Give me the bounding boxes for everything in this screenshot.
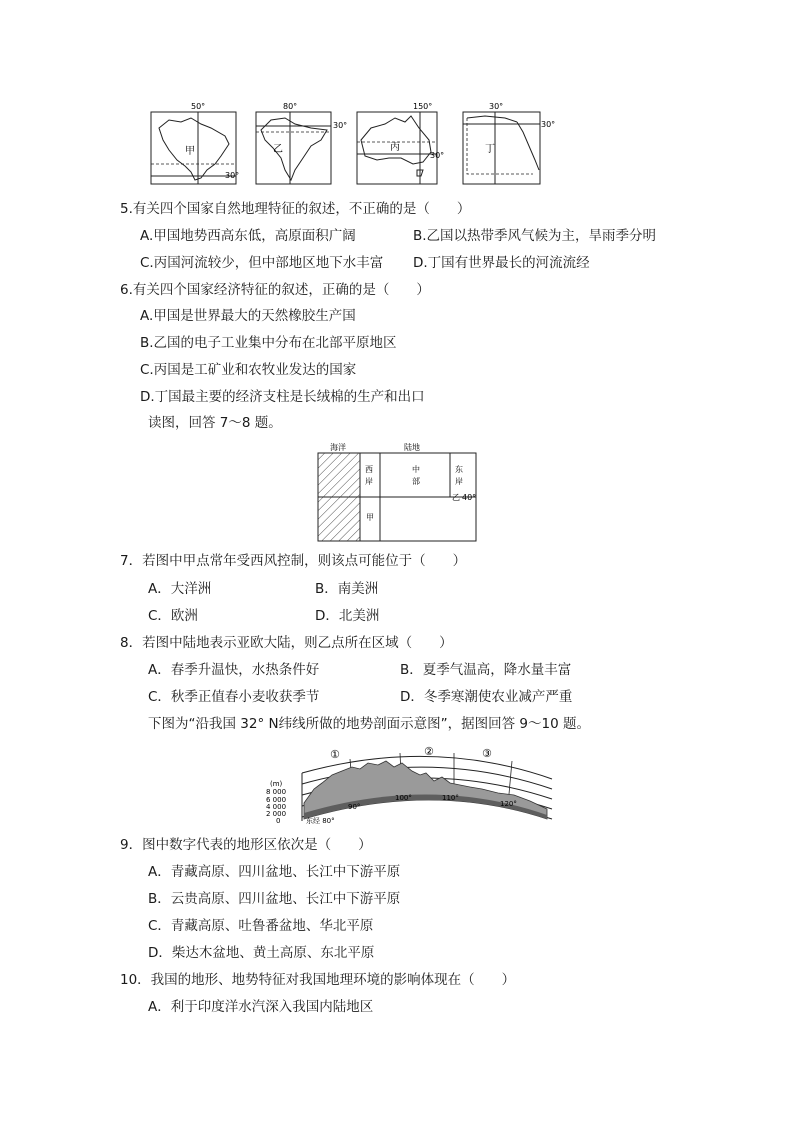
q9-option-c[interactable]: C．青藏高原、吐鲁番盆地、华北平原 — [148, 918, 374, 934]
q8-option-b[interactable]: B．夏季气温高，降水量丰富 — [400, 662, 572, 678]
q6-option-b[interactable]: B.乙国的电子工业集中分布在北部平原地区 — [140, 335, 397, 351]
label-jia: 甲 — [366, 513, 374, 522]
q5-stem: 5.有关四个国家自然地理特征的叙述，不正确的是（ ） — [120, 201, 471, 217]
map-ding-top: 30° — [489, 102, 504, 111]
q9-option-d[interactable]: D．柴达木盆地、黄土高原、东北平原 — [148, 945, 375, 961]
label-40: 40° — [462, 493, 477, 502]
map-bing — [357, 102, 444, 184]
label-mid-2: 部 — [412, 477, 420, 486]
q8-option-c[interactable]: C．秋季正值春小麦收获季节 — [148, 689, 320, 705]
map-jia-side: 30° — [225, 171, 240, 180]
q7-option-a[interactable]: A．大洋洲 — [148, 581, 212, 597]
map-yi-label: 乙 — [273, 144, 283, 155]
label-ocean: 海洋 — [330, 443, 346, 452]
q8-option-d[interactable]: D．冬季寒潮使农业减产严重 — [400, 689, 573, 705]
lon-100: 100° — [395, 794, 412, 802]
q9-option-b[interactable]: B．云贵高原、四川盆地、长江中下游平原 — [148, 891, 401, 907]
q8-option-a[interactable]: A．春季升温快，水热条件好 — [148, 662, 320, 678]
q10-option-a[interactable]: A．利于印度洋水汽深入我国内陆地区 — [148, 999, 374, 1015]
q10-stem: 10．我国的地形、地势特征对我国地理环境的影响体现在（ ） — [120, 972, 516, 988]
label-land: 陆地 — [404, 443, 420, 452]
map-ding — [463, 102, 555, 184]
map-yi — [256, 102, 347, 184]
q7-stem: 7．若图中甲点常年受西风控制，则该点可能位于（ ） — [120, 553, 467, 569]
q9-option-a[interactable]: A．青藏高原、四川盆地、长江中下游平原 — [148, 864, 401, 880]
country-maps — [145, 100, 565, 190]
q7-option-d[interactable]: D．北美洲 — [315, 608, 380, 624]
label-mid-1: 中 — [412, 465, 420, 474]
lon-120: 120° — [500, 800, 517, 808]
q8-stem: 8．若图中陆地表示亚欧大陆，则乙点所在区域（ ） — [120, 635, 453, 651]
label-east-1: 东 — [455, 465, 463, 474]
lon-80: 东经 80° — [306, 817, 335, 825]
q5-option-a[interactable]: A.甲国地势西高东低，高原面积广阔 — [140, 228, 356, 244]
map-jia-top: 50° — [191, 102, 206, 111]
q6-option-c[interactable]: C.丙国是工矿业和农牧业发达的国家 — [140, 362, 357, 378]
axis-0: 0 — [276, 817, 281, 825]
map-bing-label: 丙 — [390, 142, 400, 153]
axis-2000: 2 000 — [266, 810, 287, 818]
marker-3: ③ — [482, 747, 492, 760]
ocean-land-diagram — [312, 440, 487, 544]
axis-8000: 8 000 — [266, 788, 287, 796]
axis-6000: 6 000 — [266, 796, 287, 804]
lon-110: 110° — [442, 794, 459, 802]
q6-option-d[interactable]: D.丁国最主要的经济支柱是长绒棉的生产和出口 — [140, 389, 425, 405]
q5-option-c[interactable]: C.丙国河流较少，但中部地区地下水丰富 — [140, 255, 384, 271]
q6-stem: 6.有关四个国家经济特征的叙述，正确的是（ ） — [120, 282, 430, 298]
map-bing-top: 150° — [413, 102, 433, 111]
marker-1: ① — [330, 748, 340, 761]
lon-90: 90° — [348, 803, 361, 811]
q9-stem: 9．图中数字代表的地形区依次是（ ） — [120, 837, 372, 853]
label-yi: 乙 — [452, 493, 460, 502]
map-jia — [151, 102, 239, 184]
terrain-profile — [262, 743, 557, 825]
q6-option-a[interactable]: A.甲国是世界最大的天然橡胶生产国 — [140, 308, 356, 324]
q5-option-d[interactable]: D.丁国有世界最长的河流流经 — [413, 255, 590, 271]
q7-option-b[interactable]: B．南美洲 — [315, 581, 379, 597]
axis-unit: (m) — [270, 780, 283, 788]
map-ding-side: 30° — [541, 120, 556, 129]
axis-4000: 4 000 — [266, 803, 287, 811]
q5-option-b[interactable]: B.乙国以热带季风气候为主，旱雨季分明 — [413, 228, 657, 244]
map-yi-side: 30° — [333, 121, 348, 130]
label-west-1: 西 — [365, 465, 373, 474]
intro-9-10: 下图为“沿我国 32° N纬线所做的地势剖面示意图”，据图回答 9～10 题。 — [148, 716, 590, 732]
map-jia-label: 甲 — [185, 146, 195, 157]
intro-7-8: 读图，回答 7～8 题。 — [148, 415, 282, 431]
map-bing-side: 30° — [430, 151, 445, 160]
marker-2: ② — [424, 745, 434, 758]
map-ding-label: 丁 — [485, 144, 495, 155]
label-east-2: 岸 — [455, 477, 463, 486]
q7-option-c[interactable]: C．欧洲 — [148, 608, 198, 624]
label-west-2: 岸 — [365, 477, 373, 486]
map-yi-top: 80° — [283, 102, 298, 111]
